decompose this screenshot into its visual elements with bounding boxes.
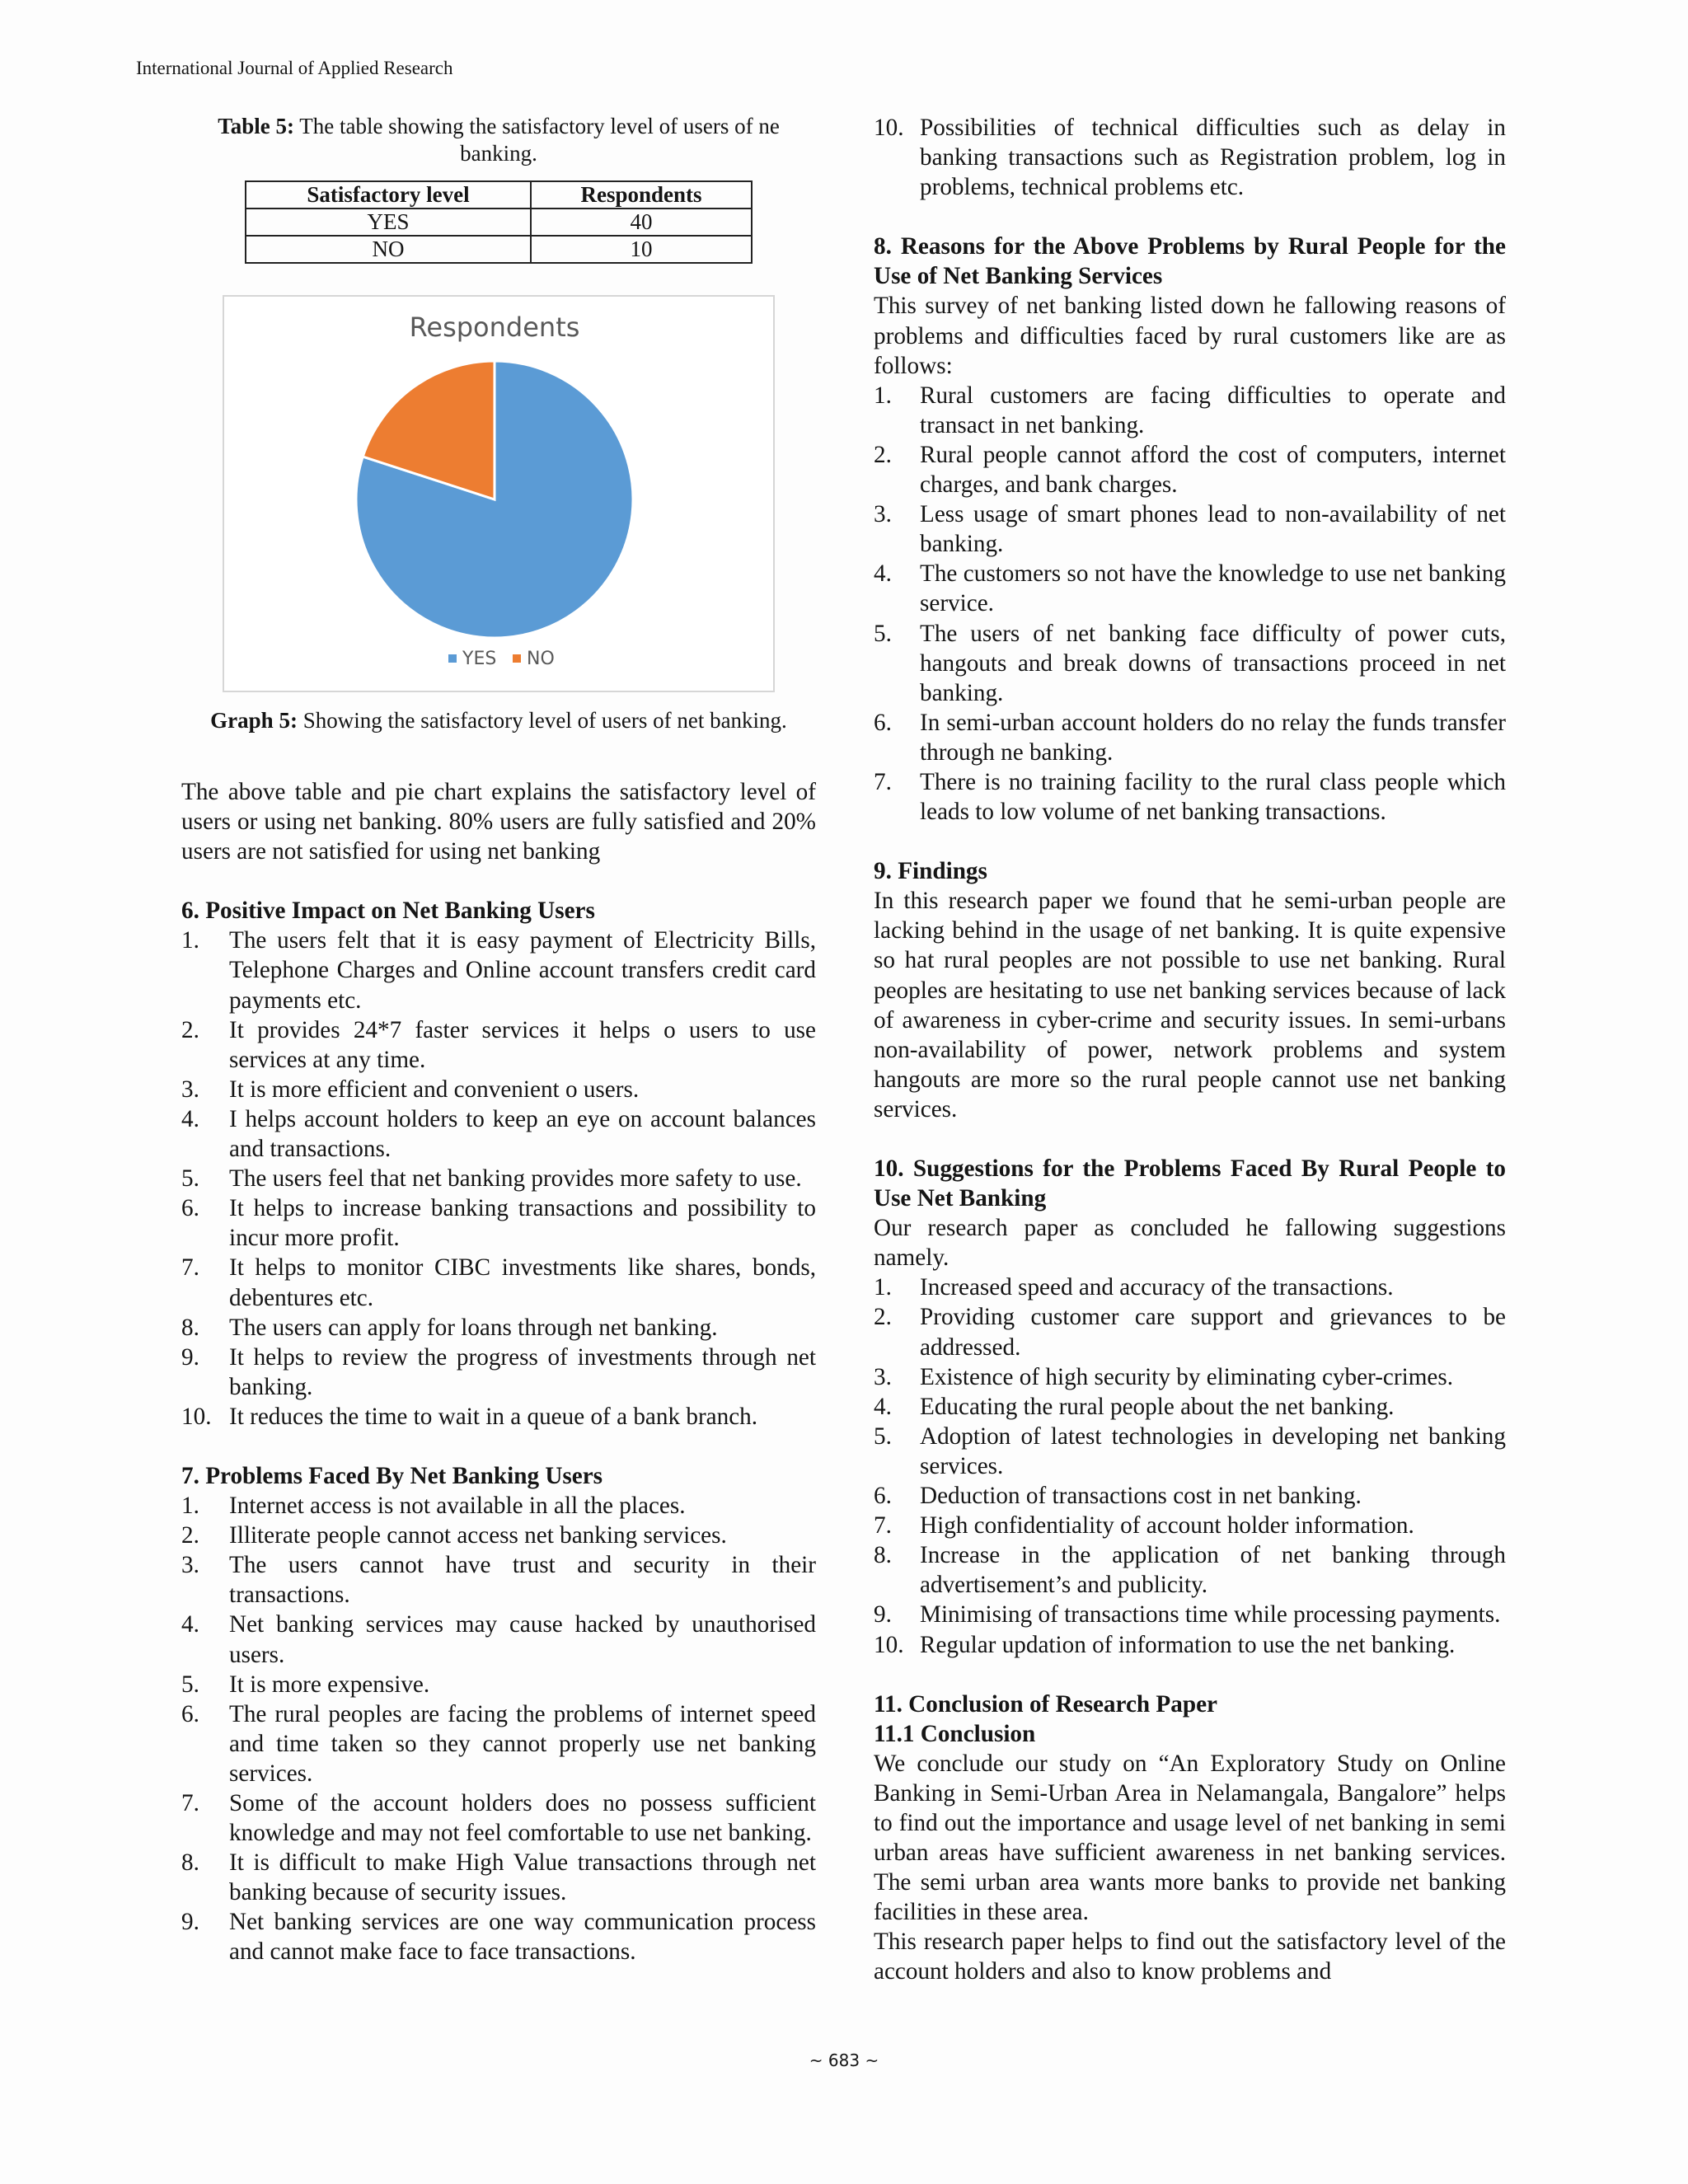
list-item-text: The users can apply for loans through net banking. [229, 1314, 718, 1341]
list-item-number: 7. [874, 1512, 892, 1540]
list-item-text: Less usage of smart phones lead to non-availability of net banking. [920, 501, 1506, 558]
list-item [181, 1550, 816, 1610]
list-item-number: 5. [874, 1422, 892, 1450]
list-item [874, 619, 1506, 708]
list-item [181, 1343, 816, 1402]
list-item [181, 1788, 816, 1848]
list-item-text: Increased speed and accuracy of the transactions. [920, 1274, 1394, 1301]
list-item [181, 1253, 816, 1312]
list-item [181, 1610, 816, 1669]
list-item-text: The users of net banking face difficulty of power cuts, hangouts and break downs of transactions proceed in net banking. [920, 620, 1506, 706]
list-item [181, 926, 816, 1015]
list-item-text: Possibilities of technical difficulties such as delay in banking transactions such as Registration problem, log in problems, technical problems etc. [920, 115, 1506, 201]
list-item-number: 3. [874, 1363, 892, 1390]
list-item-text: It provides 24*7 faster services it helps o users to use services at any time. [229, 1016, 816, 1073]
list-item [874, 767, 1506, 827]
section-7-list-continued [874, 113, 1506, 202]
list-item-text: It is more efficient and convenient o users. [229, 1076, 640, 1103]
satisfaction-table [245, 180, 753, 264]
table-cell: YES [246, 209, 531, 236]
section-8-list [874, 381, 1506, 827]
list-item [181, 1104, 816, 1164]
list-item [181, 1402, 816, 1432]
pie-chart-svg [224, 297, 773, 691]
list-item-text: Rural people cannot afford the cost of computers, internet charges, and bank charges. [920, 441, 1506, 499]
list-item-number: 7. [181, 1254, 199, 1282]
list-item [181, 1670, 816, 1699]
list-item-text: It helps to monitor CIBC investments like shares, bonds, debentures etc. [229, 1254, 816, 1311]
left-column [181, 113, 816, 1967]
pie-slices [356, 361, 633, 638]
list-item-text: Some of the account holders does no possess sufficient knowledge and may not feel comfortable to use net banking. [229, 1790, 816, 1847]
pie-chart [223, 295, 775, 692]
list-item-number: 10. [181, 1403, 212, 1430]
list-item [181, 1491, 816, 1521]
list-item [874, 440, 1506, 499]
list-item-number: 2. [181, 1016, 199, 1043]
list-item-number: 2. [874, 1304, 892, 1331]
table-caption-text: The table showing the satisfactory level of users of ne banking. [293, 114, 780, 166]
list-item-text: Deduction of transactions cost in net banking. [920, 1483, 1362, 1510]
graph-caption [181, 707, 816, 734]
table-caption [181, 113, 816, 167]
list-item-text: Illiterate people cannot access net banking services. [229, 1522, 727, 1549]
list-item [874, 1302, 1506, 1361]
conclusion-paragraph-2: This research paper helps to find out the satisfactory level of the account holders and also to know problems and [874, 1929, 1506, 1985]
list-item-text: It reduces the time to wait in a queue of a bank branch. [229, 1403, 758, 1430]
list-item-number: 5. [181, 1165, 199, 1193]
list-item-text: It helps to increase banking transactions and possibility to incur more profit. [229, 1195, 816, 1252]
list-item-number: 2. [874, 441, 892, 468]
list-item-number: 8. [181, 1314, 199, 1341]
list-item-number: 3. [874, 501, 892, 528]
section-6 [181, 896, 816, 1432]
list-item [874, 1600, 1506, 1629]
list-item [181, 1313, 816, 1343]
table-row [246, 209, 752, 236]
section-11-subtitle: 11.1 Conclusion [874, 1720, 1036, 1747]
list-item [874, 113, 1506, 202]
legend-label: YES [462, 649, 497, 669]
list-item [874, 1540, 1506, 1600]
list-item-text: It helps to review the progress of investments through net banking. [229, 1343, 816, 1400]
list-item [181, 1521, 816, 1550]
graph-label: Graph 5: [210, 708, 298, 733]
list-item-number: 4. [874, 1393, 892, 1420]
chart-title: Respondents [409, 312, 580, 343]
table-header-row [246, 181, 752, 209]
list-item-text: The users cannot have trust and security in their transactions. [229, 1552, 816, 1609]
graph-caption-text: Showing the satisfactory level of users of net banking. [297, 708, 787, 733]
list-item-text: Rural customers are facing difficulties to operate and transact in net banking. [920, 382, 1506, 438]
section-10-list [874, 1272, 1506, 1659]
list-item-text: Minimising of transactions time while processing payments. [920, 1601, 1501, 1629]
list-item-number: 4. [181, 1611, 199, 1638]
list-item [874, 1422, 1506, 1481]
section-7-title: 7. Problems Faced By Net Banking Users [181, 1462, 603, 1489]
section-10 [874, 1154, 1506, 1660]
table-cell: NO [246, 236, 531, 263]
list-item-text: It is difficult to make High Value transactions through net banking because of security issues. [229, 1849, 816, 1906]
list-item-number: 1. [874, 382, 892, 409]
list-item-text: The rural peoples are facing the problems of internet speed and time taken so they cannot properly use net banking services. [229, 1700, 816, 1787]
list-item-text: It is more expensive. [229, 1671, 430, 1698]
list-item-text: The users feel that net banking provides more safety to use. [229, 1165, 802, 1193]
section-8-title: 8. Reasons for the Above Problems by Rural People for the Use of Net Banking Services [874, 233, 1506, 290]
list-item [874, 499, 1506, 559]
list-item-number: 9. [181, 1909, 199, 1936]
legend-label: NO [527, 649, 555, 669]
list-item [874, 1392, 1506, 1422]
list-item-text: Increase in the application of net banking through advertisement’s and publicity. [920, 1542, 1506, 1599]
list-item-text: I helps account holders to keep an eye on account balances and transactions. [229, 1105, 816, 1163]
list-item-number: 9. [181, 1343, 199, 1371]
list-item-number: 10. [874, 115, 904, 141]
list-item-number: 1. [181, 1493, 199, 1520]
legend-swatch [448, 654, 457, 663]
list-item-number: 4. [874, 560, 892, 588]
list-item-number: 6. [181, 1195, 199, 1222]
list-item [874, 1630, 1506, 1660]
list-item [181, 1848, 816, 1907]
list-item-number: 10. [874, 1631, 904, 1658]
list-item [874, 1511, 1506, 1540]
list-item-text: In semi-urban account holders do no relay the funds transfer through ne banking. [920, 709, 1506, 766]
section-6-list [181, 926, 816, 1432]
section-9-text: In this research paper we found that he semi-urban people are lacking behind in the usage of net banking. It is quite expensive so hat rural peoples are not possible to use net banking. Rural peoples are hesitating to use net banking services because of lack of awareness in cyber-crime and security issues. In semi-urbans non-availability of power, network problems and system hangouts are more so the rural people cannot use net banking services. [874, 888, 1506, 1122]
list-item-number: 9. [874, 1601, 892, 1629]
list-item-text: Adoption of latest technologies in developing net banking services. [920, 1422, 1506, 1479]
table-cell: 10 [531, 236, 752, 263]
table-row [246, 236, 752, 263]
table-header-cell: Respondents [531, 181, 752, 209]
list-item [181, 1164, 816, 1193]
list-item [181, 1907, 816, 1966]
section-10-title: 10. Suggestions for the Problems Faced By Rural People to Use Net Banking [874, 1155, 1506, 1212]
list-item [874, 708, 1506, 767]
section-8-intro: This survey of net banking listed down he fallowing reasons of problems and difficulties faced by rural customers like are as follows: [874, 293, 1506, 379]
section-7 [181, 1461, 816, 1967]
list-item-number: 6. [181, 1700, 199, 1727]
list-item [181, 1075, 816, 1104]
list-item [181, 1699, 816, 1788]
list-item-number: 3. [181, 1552, 199, 1579]
list-item [181, 1193, 816, 1253]
right-column [874, 113, 1506, 1987]
section-9 [874, 856, 1506, 1124]
list-item-text: Providing customer care support and grievances to be addressed. [920, 1304, 1506, 1361]
page-number: ~ 683 ~ [809, 2050, 879, 2070]
table-label: Table 5: [218, 114, 294, 138]
list-item [874, 559, 1506, 618]
list-item-number: 5. [874, 620, 892, 647]
section-11 [874, 1690, 1506, 1987]
legend-swatch [513, 654, 521, 663]
list-item-text: There is no training facility to the rural class people which leads to low volume of net banking transactions. [920, 768, 1506, 826]
table-header-cell: Satisfactory level [246, 181, 531, 209]
list-item-text: Net banking services may cause hacked by unauthorised users. [229, 1611, 816, 1668]
list-item-number: 2. [181, 1522, 199, 1549]
list-item-number: 8. [874, 1542, 892, 1569]
list-item [874, 381, 1506, 440]
list-item [874, 1481, 1506, 1511]
intro-paragraph: The above table and pie chart explains the satisfactory level of users or using net banking. 80% users are fully satisfied and 20% users are not satisfied for using net banking [181, 779, 816, 865]
journal-header: International Journal of Applied Research [136, 58, 453, 78]
list-item-text: Net banking services are one way communication process and cannot make face to face transactions. [229, 1909, 816, 1966]
list-item-text: Internet access is not available in all the places. [229, 1493, 686, 1520]
section-7-list [181, 1491, 816, 1967]
list-item-number: 6. [874, 709, 892, 736]
list-item-text: High confidentiality of account holder information. [920, 1512, 1414, 1540]
list-item-number: 3. [181, 1076, 199, 1103]
table-cell: 40 [531, 209, 752, 236]
list-item-text: The users felt that it is easy payment of Electricity Bills, Telephone Charges and Online account transfers credit card payments etc. [229, 927, 816, 1014]
chart-legend [448, 649, 555, 669]
list-item-number: 8. [181, 1849, 199, 1877]
list-item-text: Educating the rural people about the net banking. [920, 1393, 1395, 1420]
list-item [181, 1015, 816, 1075]
list-item-number: 4. [181, 1105, 199, 1132]
list-item-number: 6. [874, 1483, 892, 1510]
list-item-text: Regular updation of information to use the net banking. [920, 1631, 1456, 1658]
section-10-intro: Our research paper as concluded he fallowing suggestions namely. [874, 1215, 1506, 1272]
list-item [874, 1272, 1506, 1302]
section-6-title: 6. Positive Impact on Net Banking Users [181, 898, 595, 925]
list-item-number: 5. [181, 1671, 199, 1698]
list-item-number: 7. [181, 1790, 199, 1816]
section-8 [874, 232, 1506, 827]
section-9-title: 9. Findings [874, 858, 987, 885]
list-item-text: Existence of high security by eliminating cyber-crimes. [920, 1363, 1454, 1390]
list-item-number: 1. [181, 927, 199, 954]
section-11-title: 11. Conclusion of Research Paper [874, 1690, 1217, 1718]
list-item [874, 1362, 1506, 1392]
conclusion-paragraph: We conclude our study on “An Exploratory Study on Online Banking in Semi-Urban Area in Nelamangala, Bangalore” helps to find out the importance and usage level of net banking in semi urban areas have sufficient awareness in net banking services. The semi urban area wants more banks to provide net banking facilities in these area. [874, 1750, 1506, 1926]
list-item-text: The customers so not have the knowledge to use net banking service. [920, 560, 1506, 617]
list-item-number: 7. [874, 768, 892, 795]
list-item-number: 1. [874, 1274, 892, 1301]
